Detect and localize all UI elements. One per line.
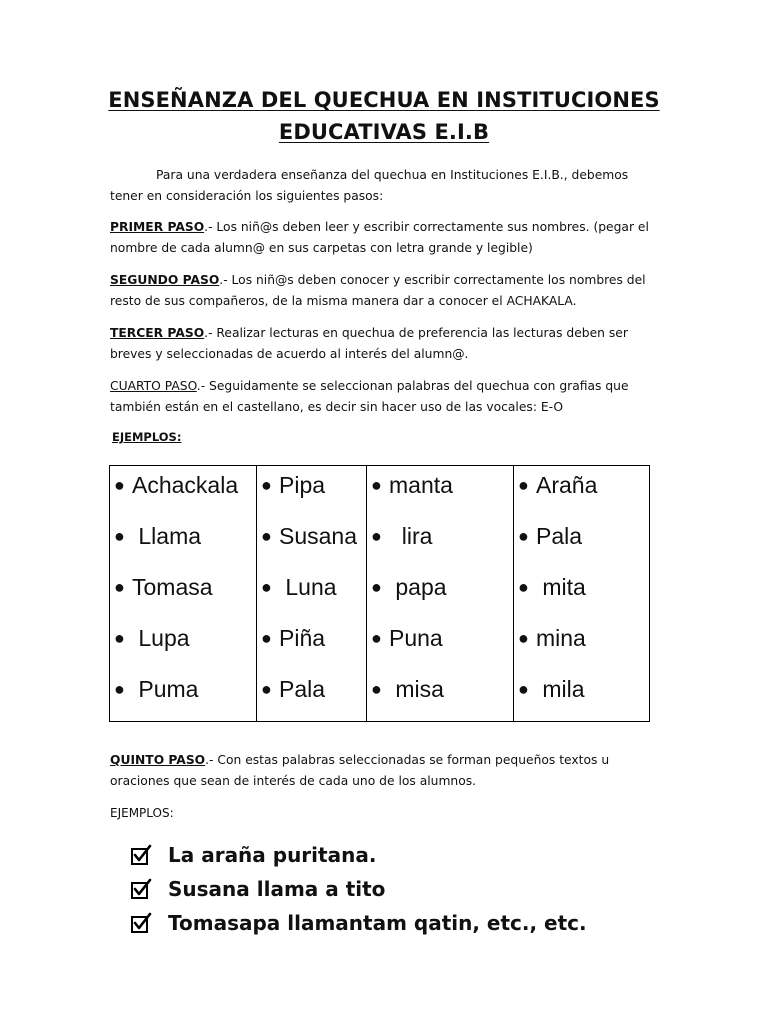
step-3-text: .- Realizar lecturas en quechua de preferencia las lecturas deben ser breves y seleccionadas de acuerdo al interés del alumn@. xyxy=(110,326,628,361)
bullet-icon: ● xyxy=(261,679,272,699)
word-cell xyxy=(110,521,256,572)
step-2-label: SEGUNDO PASO xyxy=(110,273,220,287)
word-cell xyxy=(257,572,366,623)
document-title-line-2: EDUCATIVAS E.I.B xyxy=(278,120,490,144)
word-cell xyxy=(367,470,513,521)
word-text: Araña xyxy=(536,472,598,498)
bullet-icon: ● xyxy=(114,475,125,495)
word-cell xyxy=(257,470,366,521)
word-text: misa xyxy=(389,676,444,702)
word-text: mila xyxy=(536,676,585,702)
word-text: lira xyxy=(389,523,433,549)
example-sentence-text: Tomasapa llamantam qatin, etc., etc. xyxy=(168,911,587,935)
word-text: Puna xyxy=(389,625,443,651)
bullet-icon: ● xyxy=(371,526,382,546)
bullet-icon: ● xyxy=(114,577,125,597)
word-cell xyxy=(514,623,649,674)
example-sentence-item xyxy=(130,872,587,906)
word-text: Pala xyxy=(279,676,326,702)
word-cell xyxy=(367,521,513,572)
word-cell xyxy=(514,572,649,623)
word-cell xyxy=(257,623,366,674)
word-text: Tomasa xyxy=(132,574,213,600)
bullet-icon: ● xyxy=(261,526,272,546)
step-1-paragraph xyxy=(110,217,655,259)
word-cell xyxy=(110,572,256,623)
bullet-icon: ● xyxy=(371,577,382,597)
word-text: mita xyxy=(536,574,586,600)
bullet-icon: ● xyxy=(114,628,125,648)
step-3-label: TERCER PASO xyxy=(110,326,205,340)
step-2-text: .- Los niñ@s deben conocer y escribir correctamente los nombres del resto de sus compañeros, de la misma manera dar a conocer el ACHAKALA. xyxy=(110,273,646,308)
bullet-icon: ● xyxy=(114,679,125,699)
word-column-2 xyxy=(257,466,367,721)
word-text: Luna xyxy=(279,574,337,600)
word-text: manta xyxy=(389,472,453,498)
examples-heading-2: EJEMPLOS: xyxy=(110,806,174,820)
bullet-icon: ● xyxy=(261,577,272,597)
word-column-3 xyxy=(367,466,514,721)
word-cell xyxy=(367,674,513,725)
step-1-text: .- Los niñ@s deben leer y escribir correctamente sus nombres. (pegar el nombre de cada alumn@ en sus carpetas con letra grande y legible) xyxy=(110,220,649,255)
word-cell xyxy=(514,674,649,725)
step-1-label: PRIMER PASO xyxy=(110,220,205,234)
example-sentence-item xyxy=(130,906,587,940)
step-5-paragraph xyxy=(110,750,655,792)
step-3-paragraph xyxy=(110,323,655,365)
word-cell xyxy=(367,623,513,674)
word-cell xyxy=(110,623,256,674)
word-text: mina xyxy=(536,625,586,651)
bullet-icon: ● xyxy=(518,679,529,699)
step-4-paragraph xyxy=(110,376,655,418)
example-sentence-text: La araña puritana. xyxy=(168,843,377,867)
word-text: Pala xyxy=(536,523,583,549)
word-text: Achackala xyxy=(132,472,239,498)
checkbox-checked-icon xyxy=(130,844,152,866)
bullet-icon: ● xyxy=(518,577,529,597)
document-title-line-1: ENSEÑANZA DEL QUECHUA EN INSTITUCIONES xyxy=(108,88,660,112)
word-text: Puma xyxy=(132,676,199,702)
step-4-text: .- Seguidamente se seleccionan palabras del quechua con grafias que también están en el castellano, es decir sin hacer uso de las vocales: E-O xyxy=(110,379,629,414)
bullet-icon: ● xyxy=(371,628,382,648)
word-table xyxy=(109,465,650,722)
word-cell xyxy=(367,572,513,623)
bullet-icon: ● xyxy=(261,628,272,648)
checkbox-checked-icon xyxy=(130,912,152,934)
word-text: Lupa xyxy=(132,625,190,651)
example-sentence-item xyxy=(130,838,587,872)
word-cell xyxy=(110,674,256,725)
word-cell xyxy=(257,674,366,725)
bullet-icon: ● xyxy=(518,526,529,546)
example-sentence-text: Susana llama a tito xyxy=(168,877,386,901)
step-2-paragraph xyxy=(110,270,655,312)
word-column-4 xyxy=(514,466,649,721)
word-column-1 xyxy=(110,466,257,721)
checkbox-checked-icon xyxy=(130,878,152,900)
examples-heading-1: EJEMPLOS: xyxy=(112,430,182,444)
step-4-label: CUARTO PASO xyxy=(110,379,197,393)
bullet-icon: ● xyxy=(114,526,125,546)
bullet-icon: ● xyxy=(371,475,382,495)
word-text: Piña xyxy=(279,625,326,651)
word-text: Llama xyxy=(132,523,202,549)
step-5-label: QUINTO PASO xyxy=(110,753,206,767)
bullet-icon: ● xyxy=(261,475,272,495)
intro-paragraph: Para una verdadera enseñanza del quechua en Instituciones E.I.B., debemos tener en consideración los siguientes pasos: xyxy=(110,168,629,203)
bullet-icon: ● xyxy=(371,679,382,699)
bullet-icon: ● xyxy=(518,475,529,495)
step-5-text: .- Con estas palabras seleccionadas se forman pequeños textos u oraciones que sean de interés de cada uno de los alumnos. xyxy=(110,753,610,788)
word-text: papa xyxy=(389,574,447,600)
word-text: Pipa xyxy=(279,472,326,498)
word-cell xyxy=(514,470,649,521)
bullet-icon: ● xyxy=(518,628,529,648)
word-cell xyxy=(514,521,649,572)
example-sentences-list xyxy=(130,838,587,940)
word-text: Susana xyxy=(279,523,358,549)
word-cell xyxy=(257,521,366,572)
word-cell xyxy=(110,470,256,521)
